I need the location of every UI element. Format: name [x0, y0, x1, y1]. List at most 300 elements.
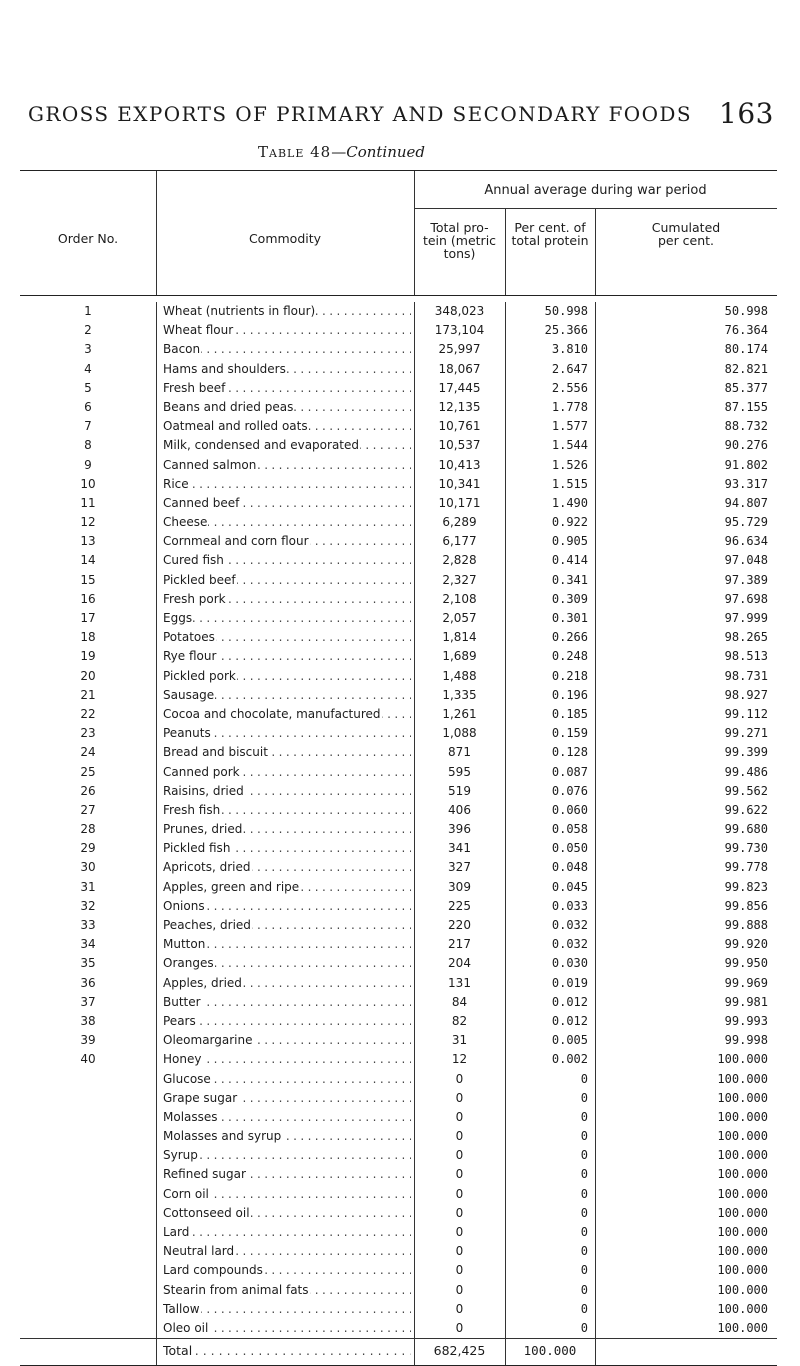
- cumulated-cell: 98.927: [724, 687, 768, 702]
- cumulated-cell: 100.000: [717, 1320, 768, 1335]
- total-protein-cell: 0: [455, 1186, 464, 1201]
- commodity-cell: [163, 494, 411, 513]
- order-cell: 21: [80, 687, 96, 702]
- order-cell: 3: [84, 342, 92, 357]
- per-cent-cell: 0.058: [551, 822, 588, 837]
- cumulated-cell: 99.856: [724, 898, 768, 913]
- commodity-cell: [163, 456, 411, 475]
- per-cent-cell: 0.128: [551, 745, 588, 760]
- header-order-no: Order No.: [57, 231, 119, 246]
- order-cell: 19: [80, 649, 96, 664]
- cumulated-cell: 99.950: [724, 956, 768, 971]
- commodity-cell: [163, 571, 411, 590]
- per-cent-cell: 0.922: [551, 515, 588, 530]
- commodity-name: Canned pork: [163, 764, 240, 779]
- per-cent-cell: 0.032: [551, 937, 588, 952]
- commodity-name: Lard: [163, 1225, 190, 1239]
- commodity-cell: [163, 379, 411, 398]
- commodity-cell: [163, 916, 411, 935]
- per-cent-cell: 0.076: [551, 783, 588, 798]
- page-number: 163: [719, 97, 774, 130]
- table-row: [20, 398, 777, 417]
- order-cell: 24: [80, 745, 96, 760]
- per-cent-cell: 0.266: [551, 630, 588, 645]
- order-cell: 25: [80, 764, 96, 779]
- commodity-cell: [163, 398, 411, 417]
- cumulated-cell: 99.920: [724, 937, 768, 952]
- per-cent-cell: 0.019: [551, 975, 588, 990]
- per-cent-cell: 1.577: [551, 419, 588, 434]
- header-commodity: Commodity: [248, 231, 322, 246]
- commodity-cell: [163, 743, 411, 762]
- per-cent-cell: 0.248: [551, 649, 588, 664]
- commodity-cell: [163, 628, 411, 647]
- table-row: [20, 513, 777, 532]
- order-cell: 8: [84, 438, 92, 453]
- commodity-cell: [163, 1070, 411, 1089]
- commodity-name: Peaches, dried: [163, 918, 251, 932]
- header-annual-average: Annual average during war period: [484, 183, 707, 198]
- per-cent-cell: 0.301: [551, 611, 588, 625]
- commodity-cell: [163, 532, 411, 551]
- table-row: [20, 551, 777, 570]
- commodity-cell: [163, 1031, 411, 1050]
- cumulated-cell: 97.698: [724, 591, 768, 606]
- total-protein-cell: 17,445: [438, 380, 481, 395]
- table-row: [20, 1089, 777, 1108]
- cumulated-cell: 80.174: [724, 342, 768, 357]
- cumulated-cell: 99.622: [724, 802, 768, 817]
- commodity-name: Eggs: [163, 611, 193, 625]
- cumulated-cell: 100.000: [717, 1186, 768, 1201]
- total-protein-cell: 348,023: [434, 304, 485, 318]
- commodity-name: Raisins, dried: [163, 783, 244, 798]
- commodity-cell: [163, 340, 411, 359]
- cumulated-cell: 99.562: [724, 783, 768, 798]
- per-cent-cell: 0: [580, 1263, 588, 1278]
- per-cent-cell: 0: [580, 1320, 588, 1335]
- per-cent-cell: 0.012: [551, 1013, 588, 1028]
- per-cent-cell: 0.033: [551, 898, 588, 913]
- table-row: [20, 321, 777, 340]
- commodity-cell: [163, 820, 411, 839]
- cumulated-cell: 100.000: [717, 1052, 768, 1067]
- order-cell: 31: [80, 879, 96, 894]
- table-row: [20, 897, 777, 916]
- total-protein-cell: 327: [448, 860, 471, 875]
- commodity-cell: [163, 782, 411, 801]
- order-cell: 29: [80, 841, 96, 856]
- table-row: [20, 456, 777, 475]
- order-cell: 2: [84, 323, 92, 338]
- cumulated-cell: 100.000: [717, 1109, 768, 1124]
- cumulated-cell: 100.000: [717, 1225, 768, 1239]
- table-row: [20, 360, 777, 379]
- cumulated-cell: 100.000: [717, 1148, 768, 1163]
- cumulated-cell: 93.317: [724, 476, 768, 491]
- total-protein-cell: 10,341: [438, 476, 481, 491]
- per-cent-cell: 0: [580, 1225, 588, 1239]
- total-protein-cell: 31: [451, 1033, 468, 1048]
- per-cent-cell: 1.544: [551, 438, 588, 453]
- per-cent-cell: 0: [580, 1282, 588, 1297]
- running-head-title: GROSS EXPORTS OF PRIMARY AND SECONDARY FOODS: [28, 102, 692, 126]
- per-cent-cell: 0.218: [551, 668, 588, 683]
- commodity-name: Cheese: [163, 515, 208, 530]
- order-cell: 9: [84, 457, 92, 472]
- total-protein-cell: 12,135: [438, 399, 481, 414]
- per-cent-cell: 0.045: [551, 879, 588, 894]
- cumulated-cell: 99.981: [724, 994, 768, 1009]
- per-cent-cell: 1.778: [551, 399, 588, 414]
- commodity-cell: [163, 993, 411, 1012]
- table-row: [20, 801, 777, 820]
- total-protein-cell: 309: [448, 879, 471, 894]
- order-cell: 27: [80, 802, 96, 817]
- per-cent-cell: 0: [580, 1205, 588, 1220]
- per-cent-cell: 25.366: [544, 323, 588, 338]
- table-caption-label: Table 48: [258, 143, 332, 161]
- header-total-protein: Total pro- tein (metric tons): [422, 220, 497, 261]
- cumulated-cell: 85.377: [724, 380, 768, 395]
- commodity-cell: [163, 1300, 411, 1319]
- order-cell: 7: [84, 419, 92, 434]
- total-protein-cell: 217: [448, 937, 471, 952]
- total-protein-cell: 6,177: [442, 534, 477, 549]
- total-protein-cell: 82: [451, 1013, 468, 1028]
- commodity-name: Canned salmon: [163, 457, 257, 472]
- commodity-name: Hams and shoulders: [163, 361, 286, 376]
- table-row: [20, 782, 777, 801]
- table-row: [20, 916, 777, 935]
- per-cent-cell: 0.005: [551, 1033, 588, 1048]
- per-cent-cell: 0.087: [551, 764, 588, 779]
- table-row: [20, 1108, 777, 1127]
- cumulated-cell: 99.680: [724, 822, 768, 837]
- table-row: [20, 647, 777, 666]
- order-cell: 5: [84, 380, 92, 395]
- per-cent-cell: 3.810: [551, 342, 588, 357]
- cumulated-cell: 99.993: [724, 1013, 768, 1028]
- commodity-name: Cured fish: [163, 553, 224, 568]
- per-cent-cell: 0.060: [551, 802, 588, 817]
- commodity-name: Corn oil: [163, 1186, 209, 1201]
- commodity-name: Wheat (nutrients in flour): [163, 304, 316, 318]
- order-cell: 23: [80, 726, 96, 741]
- cumulated-cell: 99.969: [724, 975, 768, 990]
- order-cell: 33: [80, 918, 96, 932]
- total-protein-cell: 2,828: [442, 553, 477, 568]
- table-row: [20, 340, 777, 359]
- total-protein-cell: 1,814: [442, 630, 477, 645]
- per-cent-cell: 0: [580, 1129, 588, 1144]
- per-cent-cell: 1.490: [551, 495, 588, 510]
- table-row: [20, 1127, 777, 1146]
- cumulated-cell: 99.998: [724, 1033, 768, 1048]
- order-cell: 18: [80, 630, 96, 645]
- total-label: Total: [163, 1343, 193, 1359]
- order-cell: 22: [80, 706, 96, 721]
- cumulated-cell: 100.000: [717, 1205, 768, 1220]
- header-cumulated: Cumulated per cent.: [651, 220, 721, 248]
- total-protein-cell: 0: [455, 1090, 464, 1105]
- per-cent-cell: 0: [580, 1186, 588, 1201]
- total-protein-cell: 6,289: [442, 515, 477, 530]
- per-cent-cell: 0: [580, 1244, 588, 1259]
- table-row: [20, 1204, 777, 1223]
- order-cell: 32: [80, 898, 96, 913]
- cumulated-cell: 99.888: [724, 918, 768, 932]
- order-cell: 28: [80, 822, 96, 837]
- per-cent-cell: 0: [580, 1109, 588, 1124]
- per-cent-cell: 0: [580, 1301, 588, 1316]
- per-cent-cell: 0.159: [551, 726, 588, 741]
- commodity-name: Cocoa and chocolate, manufactured: [163, 706, 381, 721]
- commodity-name: Honey: [163, 1052, 202, 1067]
- table-row: [20, 1223, 777, 1242]
- total-protein-sum: 682,425: [433, 1343, 486, 1359]
- total-protein-cell: 0: [455, 1205, 464, 1220]
- commodity-cell: [163, 1223, 411, 1242]
- order-cell: 4: [84, 361, 92, 376]
- table-row: [20, 475, 777, 494]
- cumulated-cell: 99.823: [724, 879, 768, 894]
- commodity-cell: [163, 974, 411, 993]
- cumulated-cell: 97.999: [724, 611, 768, 625]
- order-cell: 39: [80, 1033, 96, 1048]
- commodity-cell: [163, 897, 411, 916]
- header-per-cent: Per cent. of total protein: [511, 220, 589, 248]
- total-protein-cell: 0: [455, 1282, 464, 1297]
- commodity-name: Mutton: [163, 937, 206, 952]
- table-row: [20, 1319, 777, 1338]
- commodity-name: Onions: [163, 898, 205, 913]
- table-row: [20, 974, 777, 993]
- commodity-cell: [163, 1089, 411, 1108]
- cumulated-cell: 87.155: [724, 399, 768, 414]
- cumulated-cell: 99.778: [724, 860, 768, 875]
- cumulated-cell: 99.112: [724, 706, 768, 721]
- table-row: [20, 1070, 777, 1089]
- total-protein-cell: 10,171: [438, 495, 481, 510]
- total-protein-cell: 12: [451, 1052, 468, 1067]
- commodity-name: Prunes, dried: [163, 822, 243, 837]
- cumulated-cell: 50.998: [724, 304, 768, 318]
- cumulated-cell: 100.000: [717, 1263, 768, 1278]
- total-protein-cell: 0: [455, 1301, 464, 1316]
- total-protein-cell: 10,537: [438, 438, 481, 453]
- commodity-name: Molasses and syrup: [163, 1129, 282, 1144]
- cumulated-cell: 98.731: [724, 668, 768, 683]
- commodity-cell: [163, 801, 411, 820]
- commodity-name: Pickled fish: [163, 841, 231, 856]
- commodity-cell: [163, 551, 411, 570]
- commodity-name: Pears: [163, 1013, 196, 1028]
- order-cell: 36: [80, 975, 96, 990]
- total-row: [20, 1338, 777, 1365]
- total-protein-cell: 1,261: [442, 706, 477, 721]
- order-cell: 26: [80, 783, 96, 798]
- per-cent-cell: 50.998: [544, 304, 588, 318]
- cumulated-cell: 98.265: [724, 630, 768, 645]
- commodity-cell: [163, 1146, 411, 1165]
- order-cell: 37: [80, 994, 96, 1009]
- commodity-name: Wheat flour: [163, 323, 234, 338]
- commodity-name: Refined sugar: [163, 1167, 246, 1182]
- per-cent-cell: 0.905: [551, 534, 588, 549]
- per-cent-cell: 0.196: [551, 687, 588, 702]
- order-cell: 35: [80, 956, 96, 971]
- total-protein-cell: 1,088: [442, 726, 477, 741]
- total-protein-cell: 204: [448, 956, 471, 971]
- total-label-cell: [163, 1339, 411, 1363]
- total-protein-cell: 0: [455, 1320, 464, 1335]
- commodity-cell: [163, 1012, 411, 1031]
- table-caption-dash: —: [331, 143, 347, 161]
- order-cell: 16: [80, 591, 96, 606]
- table-row: [20, 1050, 777, 1069]
- commodity-name: Bread and biscuit: [163, 745, 268, 760]
- commodity-cell: [163, 1127, 411, 1146]
- table-row: [20, 1300, 777, 1319]
- running-head: [0, 98, 800, 128]
- table-row: [20, 1242, 777, 1261]
- total-protein-cell: 10,761: [438, 419, 481, 434]
- commodity-name: Pickled pork: [163, 668, 236, 683]
- cumulated-cell: 82.821: [724, 361, 768, 376]
- cumulated-cell: 99.399: [724, 745, 768, 760]
- total-protein-cell: 0: [455, 1071, 464, 1086]
- cumulated-cell: 96.634: [724, 534, 768, 549]
- commodity-cell: [163, 475, 411, 494]
- cumulated-cell: 95.729: [724, 515, 768, 530]
- order-cell: 6: [84, 399, 92, 414]
- table-body: [20, 302, 777, 1365]
- table-row: [20, 724, 777, 743]
- table-row: [20, 763, 777, 782]
- commodity-cell: [163, 1185, 411, 1204]
- commodity-cell: [163, 1165, 411, 1184]
- commodity-name: Butter: [163, 994, 201, 1009]
- per-cent-cell: 1.515: [551, 476, 588, 491]
- table-caption-suffix: Continued: [346, 143, 426, 161]
- commodity-name: Glucose: [163, 1071, 211, 1086]
- total-protein-cell: 18,067: [438, 361, 481, 376]
- cumulated-cell: 99.486: [724, 764, 768, 779]
- per-cent-cell: 0: [580, 1167, 588, 1182]
- commodity-name: Molasses: [163, 1109, 218, 1124]
- cumulated-cell: 100.000: [717, 1301, 768, 1316]
- table-row: [20, 667, 777, 686]
- commodity-cell: [163, 590, 411, 609]
- table-row: [20, 686, 777, 705]
- commodity-cell: [163, 1242, 411, 1261]
- per-cent-cell: 0.309: [551, 591, 588, 606]
- cumulated-cell: 99.730: [724, 841, 768, 856]
- commodity-name: Sausage: [163, 687, 215, 702]
- commodity-cell: [163, 954, 411, 973]
- order-cell: 30: [80, 860, 96, 875]
- total-protein-cell: 10,413: [438, 457, 481, 472]
- total-protein-cell: 1,335: [442, 687, 477, 702]
- commodity-cell: [163, 302, 411, 321]
- commodity-name: Rye flour: [163, 649, 217, 664]
- commodity-name: Lard compounds: [163, 1263, 263, 1278]
- per-cent-cell: 0.185: [551, 706, 588, 721]
- per-cent-cell: 1.526: [551, 457, 588, 472]
- commodity-cell: [163, 1108, 411, 1127]
- table-row: [20, 609, 777, 628]
- per-cent-cell: 2.556: [551, 380, 588, 395]
- per-cent-cell: 0.012: [551, 994, 588, 1009]
- table-row: [20, 1165, 777, 1184]
- order-cell: 34: [80, 937, 96, 952]
- total-protein-cell: 0: [455, 1263, 464, 1278]
- header-group-rule: [414, 208, 777, 209]
- per-cent-cell: 0.048: [551, 860, 588, 875]
- total-protein-cell: 0: [455, 1148, 464, 1163]
- total-protein-cell: 2,057: [442, 611, 477, 625]
- commodity-name: Potatoes: [163, 630, 215, 645]
- cumulated-cell: 100.000: [717, 1282, 768, 1297]
- cumulated-cell: 90.276: [724, 438, 768, 453]
- per-cent-cell: 0.050: [551, 841, 588, 856]
- commodity-cell: [163, 1050, 411, 1069]
- commodity-name: Oleomargarine: [163, 1033, 253, 1048]
- total-protein-cell: 1,689: [442, 649, 477, 664]
- total-protein-cell: 2,108: [442, 591, 477, 606]
- table-row: [20, 1281, 777, 1300]
- total-protein-cell: 225: [448, 898, 471, 913]
- total-protein-cell: 25,997: [438, 342, 481, 357]
- commodity-name: Cottonseed oil: [163, 1205, 250, 1220]
- order-cell: 40: [80, 1052, 96, 1067]
- order-cell: 38: [80, 1013, 96, 1028]
- table-row: [20, 1185, 777, 1204]
- commodity-name: Apples, dried: [163, 975, 242, 990]
- data-table: [20, 170, 777, 1365]
- cumulated-cell: 91.802: [724, 457, 768, 472]
- total-protein-cell: 84: [451, 994, 468, 1009]
- commodity-cell: [163, 647, 411, 666]
- per-cent-cell: 0: [580, 1090, 588, 1105]
- commodity-name: Apples, green and ripe: [163, 879, 300, 894]
- total-protein-cell: 396: [448, 822, 471, 837]
- commodity-cell: [163, 436, 411, 455]
- total-protein-cell: 173,104: [434, 323, 485, 338]
- total-protein-cell: 131: [448, 975, 471, 990]
- commodity-cell: [163, 839, 411, 858]
- total-per-cent-sum: 100.000: [523, 1343, 577, 1359]
- cumulated-cell: 97.048: [724, 553, 768, 568]
- commodity-name: Bacon: [163, 342, 201, 357]
- commodity-name: Fresh fish: [163, 802, 221, 817]
- total-protein-cell: 1,488: [442, 668, 477, 683]
- order-cell: 1: [84, 304, 92, 318]
- commodity-name: Apricots, dried: [163, 860, 251, 875]
- cumulated-cell: 76.364: [724, 323, 768, 338]
- commodity-cell: [163, 321, 411, 340]
- commodity-name: Syrup: [163, 1148, 198, 1163]
- per-cent-cell: 2.647: [551, 361, 588, 376]
- commodity-name: Fresh beef: [163, 380, 226, 395]
- commodity-cell: [163, 1261, 411, 1280]
- commodity-name: Peanuts: [163, 726, 211, 741]
- order-cell: 15: [80, 572, 96, 587]
- cumulated-cell: 98.513: [724, 649, 768, 664]
- order-cell: 13: [80, 534, 96, 549]
- commodity-cell: [163, 724, 411, 743]
